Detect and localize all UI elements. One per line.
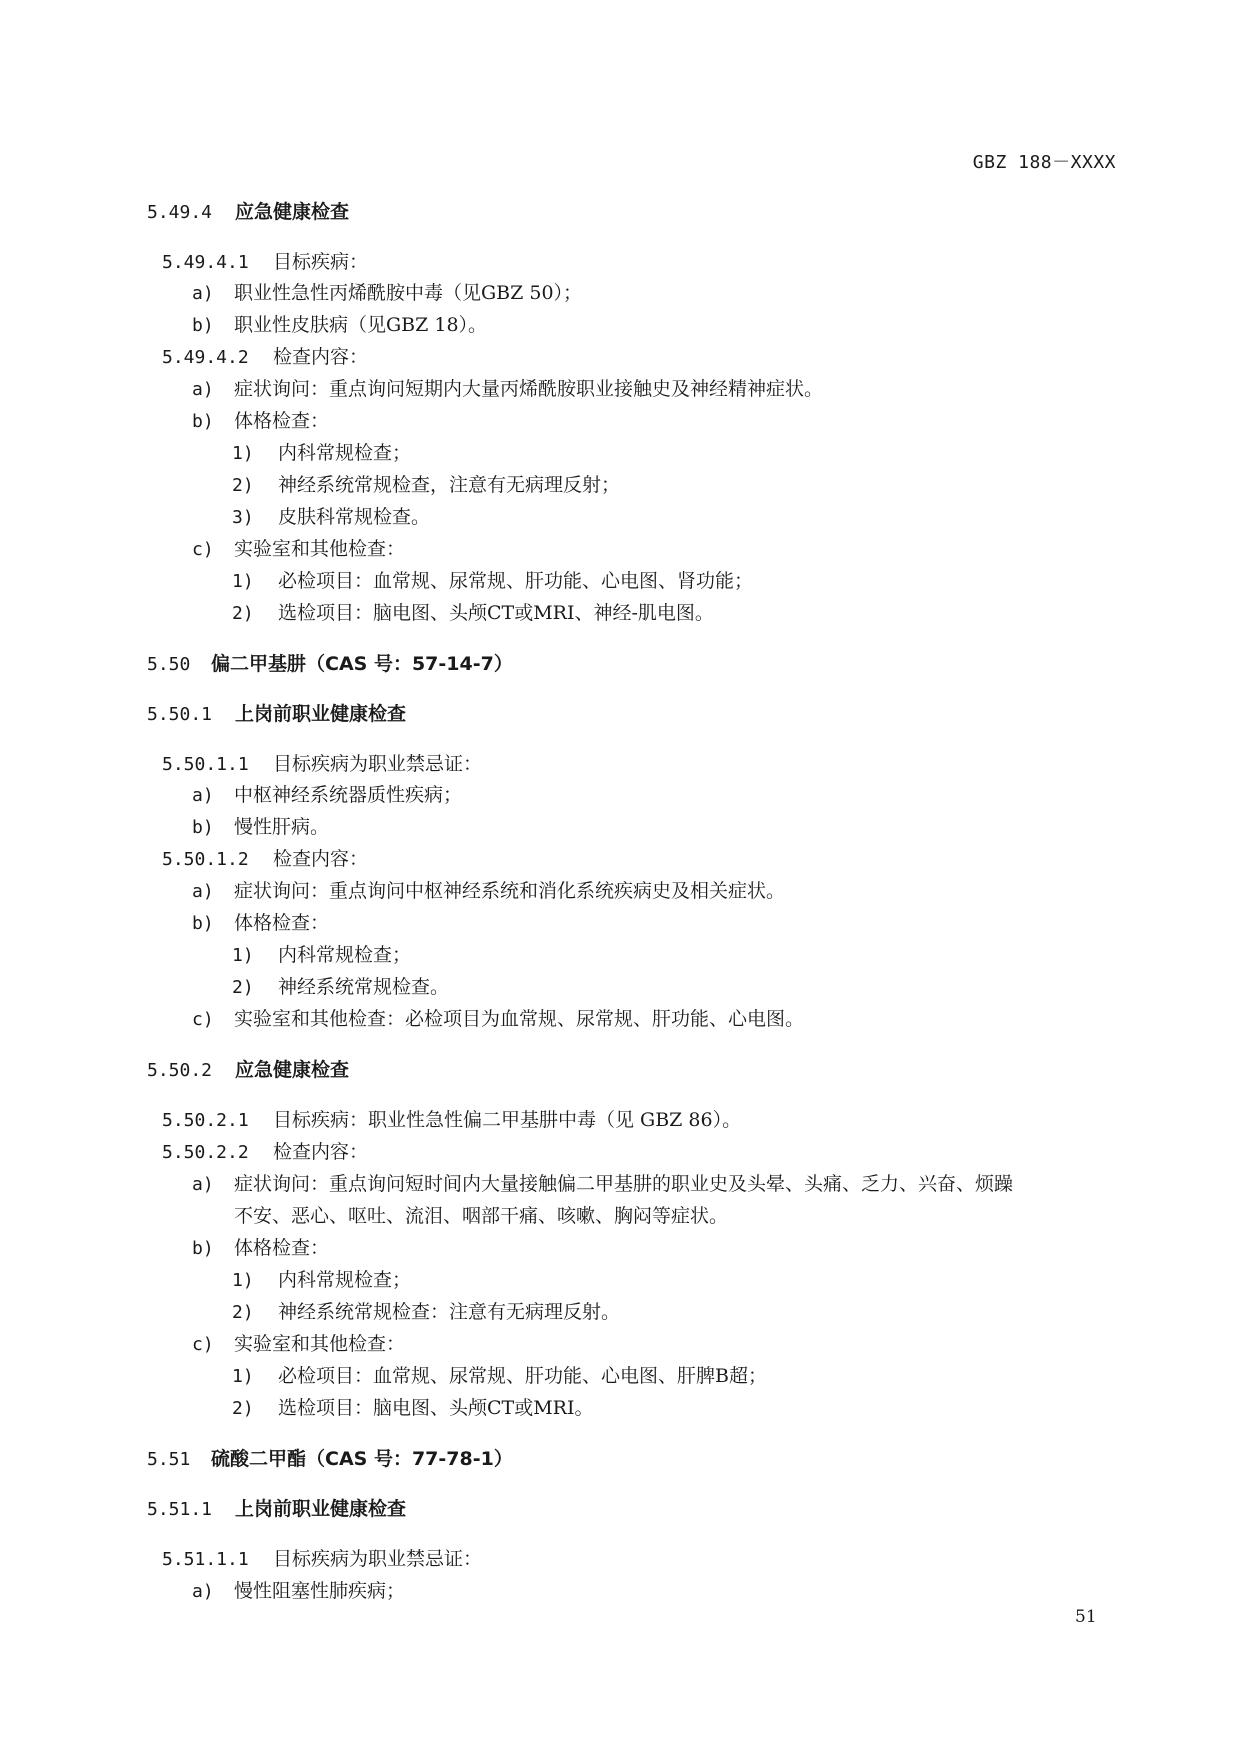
item-marker: c) (192, 539, 214, 560)
item-marker: 1) (232, 945, 254, 966)
list-item (192, 280, 582, 307)
item-marker: 2) (232, 1398, 254, 1419)
item-text: 实验室和其他检查： (234, 1333, 406, 1355)
clause-number: 5.49.4.2 (162, 347, 249, 368)
standard-code-header: GBZ 188－XXXX (972, 152, 1116, 173)
clause-number: 5.50.1.2 (162, 849, 249, 870)
item-text: 症状询问：重点询问短期内大量丙烯酰胺职业接触史及神经精神症状。 (234, 378, 824, 400)
list-item (192, 814, 329, 841)
item-text: 职业性急性丙烯酰胺中毒（见GBZ 50）； (234, 282, 583, 304)
clause-5-50-1-1 (162, 751, 482, 778)
item-marker: b) (192, 913, 214, 934)
section-number: 5.50.1 (147, 704, 213, 725)
list-item (192, 536, 405, 563)
section-number: 5.49.4 (147, 202, 213, 223)
clause-number: 5.49.4.1 (162, 252, 249, 273)
sub-list-item (232, 568, 753, 595)
item-text: 神经系统常规检查，注意有无病理反射； (278, 474, 621, 496)
item-marker: b) (192, 1238, 214, 1259)
clause-title: 目标疾病为职业禁忌证： (273, 1548, 483, 1570)
item-text: 慢性肝病。 (234, 816, 330, 838)
item-text: 内科常规检查； (278, 1269, 412, 1291)
item-marker: 3) (232, 507, 254, 528)
clause-title: 目标疾病：职业性急性偏二甲基肼中毒（见 GBZ 86）。 (273, 1109, 742, 1131)
list-item (192, 1006, 804, 1033)
item-text: 必检项目：血常规、尿常规、肝功能、心电图、肾功能； (278, 570, 754, 592)
item-marker: b) (192, 411, 214, 432)
item-marker: a) (192, 881, 214, 902)
item-marker: 1) (232, 1366, 254, 1387)
item-marker: 1) (232, 1270, 254, 1291)
section-title: 硫酸二甲酯（CAS 号：77-78-1） (211, 1448, 513, 1470)
item-text: 内科常规检查； (278, 944, 412, 966)
item-text: 体格检查： (234, 410, 330, 432)
item-marker: 2) (232, 977, 254, 998)
item-marker: b) (192, 315, 214, 336)
clause-number: 5.50.1.1 (162, 754, 249, 775)
item-text: 中枢神经系统器质性疾病； (234, 784, 463, 806)
item-text: 症状询问：重点询问短时间内大量接触偏二甲基肼的职业史及头晕、头痛、乏力、兴奋、烦躁 (234, 1173, 1014, 1195)
item-text: 职业性皮肤病（见GBZ 18）。 (234, 314, 488, 336)
list-item-continuation: 不安、恶心、呕吐、流泪、咽部干痛、咳嗽、胸闷等症状。 (234, 1205, 729, 1227)
sub-list-item (232, 440, 411, 467)
item-marker: a) (192, 1581, 214, 1602)
section-heading-5-51 (147, 1446, 513, 1473)
item-text: 必检项目：血常规、尿常规、肝功能、心电图、肝脾B超； (278, 1365, 767, 1387)
clause-5-49-4-2 (162, 344, 368, 371)
clause-title: 检查内容： (273, 346, 369, 368)
clause-5-50-1-2 (162, 846, 368, 873)
item-marker: b) (192, 817, 214, 838)
section-title: 应急健康检查 (235, 1059, 350, 1081)
item-marker: a) (192, 1174, 214, 1195)
item-text: 神经系统常规检查。 (278, 976, 450, 998)
list-item (192, 1171, 1013, 1198)
item-text: 选检项目：脑电图、头颅CT或MRI、神经-肌电图。 (278, 602, 714, 624)
item-marker: 2) (232, 475, 254, 496)
item-marker: 1) (232, 443, 254, 464)
sub-list-item (232, 1267, 411, 1294)
item-text: 实验室和其他检查：必检项目为血常规、尿常规、肝功能、心电图。 (234, 1008, 805, 1030)
item-text: 慢性阻塞性肺疾病； (234, 1580, 406, 1602)
item-marker: c) (192, 1009, 214, 1030)
clause-number: 5.50.2.2 (162, 1142, 249, 1163)
list-item (192, 782, 462, 809)
item-marker: 2) (232, 1302, 254, 1323)
list-item (192, 376, 823, 403)
item-text: 体格检查： (234, 912, 330, 934)
clause-title: 检查内容： (273, 848, 369, 870)
clause-5-49-4-1 (162, 249, 368, 276)
section-number: 5.50.2 (147, 1060, 213, 1081)
sub-list-item (232, 504, 430, 531)
section-heading-5-49-4 (147, 199, 349, 226)
item-text: 选检项目：脑电图、头颅CT或MRI。 (278, 1397, 594, 1419)
section-heading-5-50 (147, 651, 513, 678)
sub-list-item (232, 942, 411, 969)
item-text: 体格检查： (234, 1237, 330, 1259)
list-item (192, 1331, 405, 1358)
section-title: 应急健康检查 (235, 201, 350, 223)
section-heading-5-51-1 (147, 1496, 406, 1523)
clause-title: 检查内容： (273, 1141, 369, 1163)
sub-list-item (232, 600, 714, 627)
section-title: 上岗前职业健康检查 (235, 703, 407, 725)
list-item (192, 1578, 405, 1605)
item-marker: 1) (232, 571, 254, 592)
item-text: 皮肤科常规检查。 (278, 506, 431, 528)
list-item (192, 408, 329, 435)
sub-list-item (232, 1299, 620, 1326)
clause-number: 5.51.1.1 (162, 1549, 249, 1570)
item-marker: c) (192, 1334, 214, 1355)
list-item (192, 878, 785, 905)
clause-5-51-1-1 (162, 1546, 482, 1573)
item-text: 神经系统常规检查：注意有无病理反射。 (278, 1301, 621, 1323)
item-marker: a) (192, 283, 214, 304)
sub-list-item (232, 974, 449, 1001)
page-number: 51 (1075, 1607, 1097, 1627)
clause-title: 目标疾病为职业禁忌证： (273, 753, 483, 775)
item-marker: 2) (232, 603, 254, 624)
item-marker: a) (192, 379, 214, 400)
sub-list-item (232, 1395, 593, 1422)
clause-number: 5.50.2.1 (162, 1110, 249, 1131)
section-title: 偏二甲基肼（CAS 号：57-14-7） (211, 653, 513, 675)
clause-5-50-2-2 (162, 1139, 368, 1166)
section-heading-5-50-1 (147, 701, 406, 728)
item-marker: a) (192, 785, 214, 806)
sub-list-item (232, 1363, 767, 1390)
section-number: 5.51 (147, 1449, 191, 1470)
clause-5-50-2-1 (162, 1107, 741, 1134)
item-text: 症状询问：重点询问中枢神经系统和消化系统疾病史及相关症状。 (234, 880, 786, 902)
clause-title: 目标疾病： (273, 251, 369, 273)
sub-list-item (232, 472, 620, 499)
item-text: 实验室和其他检查： (234, 538, 406, 560)
list-item (192, 312, 487, 339)
section-title: 上岗前职业健康检查 (235, 1498, 407, 1520)
section-heading-5-50-2 (147, 1057, 349, 1084)
section-number: 5.50 (147, 654, 191, 675)
list-item (192, 1235, 329, 1262)
section-number: 5.51.1 (147, 1499, 213, 1520)
item-text: 内科常规检查； (278, 442, 412, 464)
list-item (192, 910, 329, 937)
